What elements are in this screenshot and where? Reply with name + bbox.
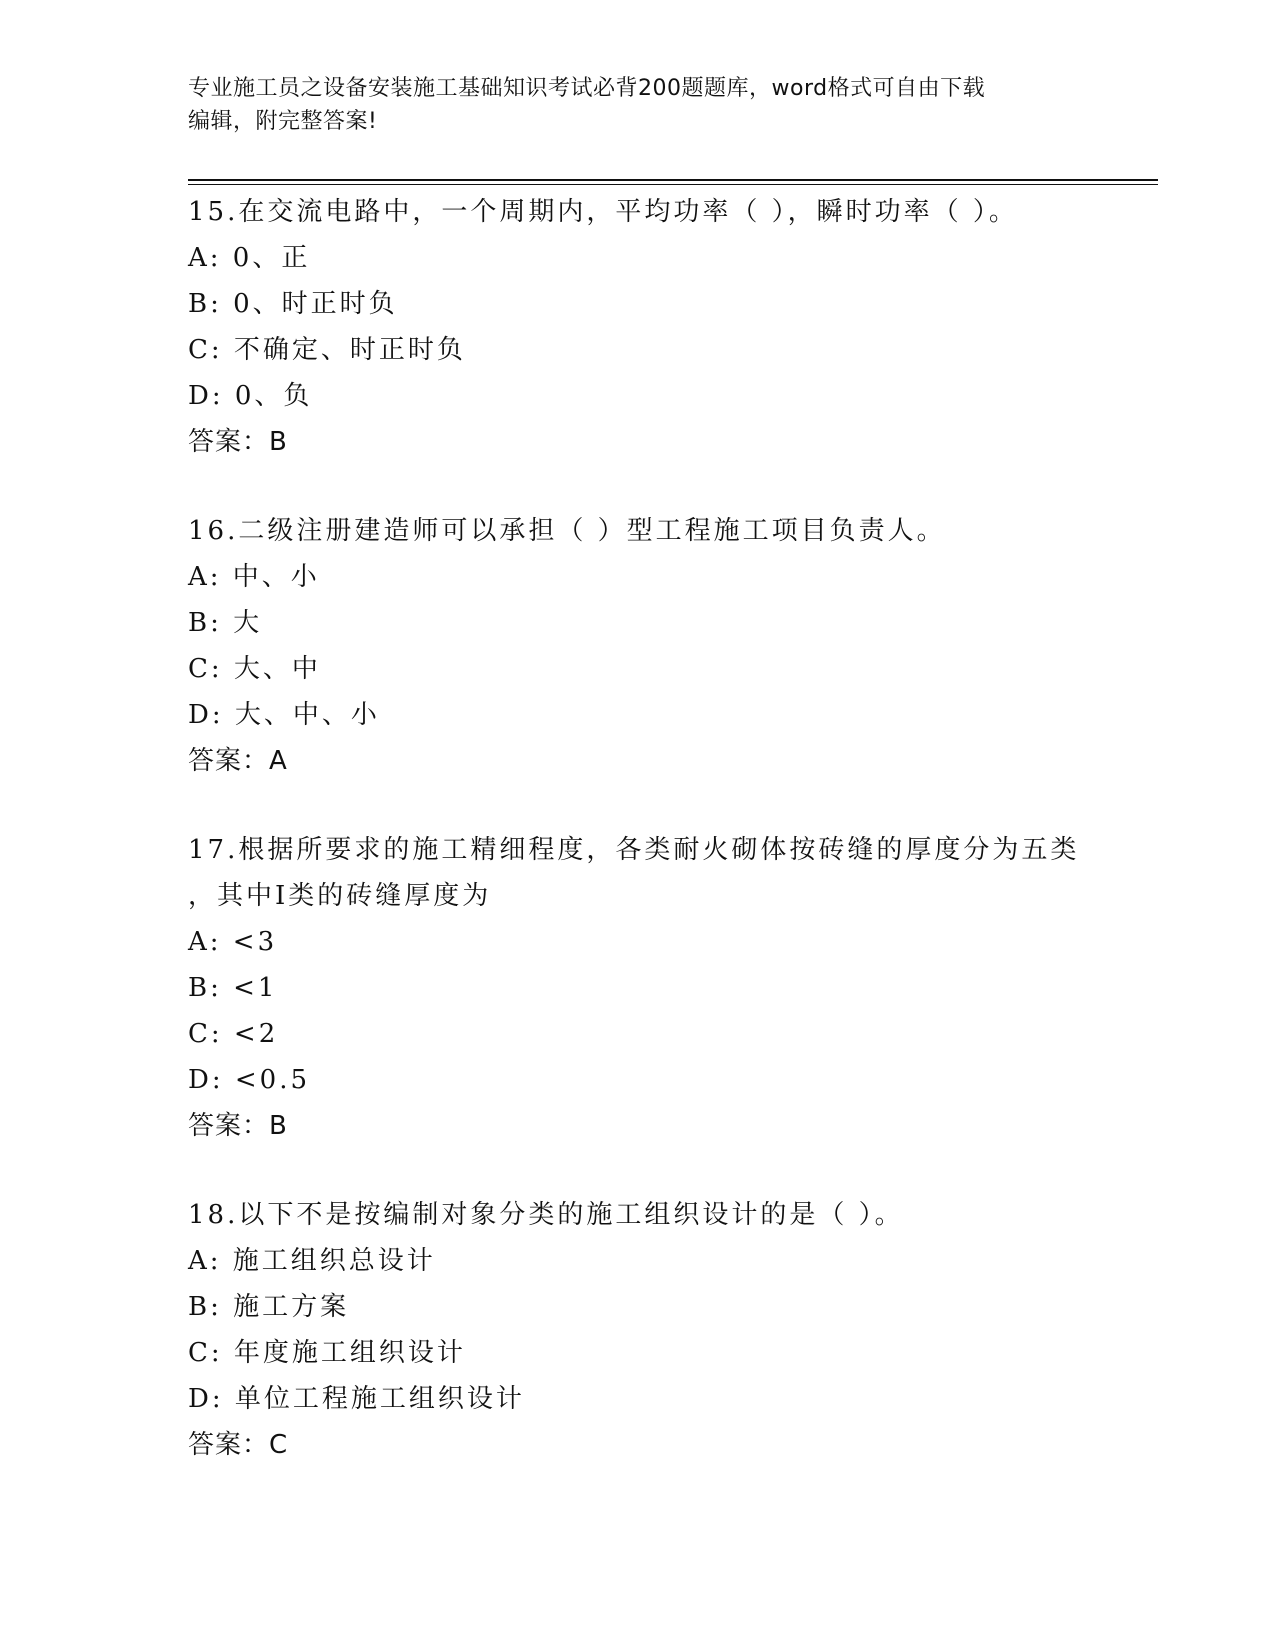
option-c: C: <2 <box>188 1019 279 1049</box>
option-d: D: <0.5 <box>188 1065 311 1095</box>
question-stem: 17.根据所要求的施工精细程度，各类耐火砌体按砖缝的厚度分为五类 <box>188 835 1080 865</box>
question-18 <box>188 1192 1098 1468</box>
answer-label: 答案：B <box>188 427 288 457</box>
option-a: A: 中、小 <box>188 562 320 592</box>
header-line-2: 编辑，附完整答案! <box>188 109 378 134</box>
header-line-1: 专业施工员之设备安装施工基础知识考试必背200题题库，word格式可自由下载 <box>188 76 986 101</box>
answer-label: 答案：A <box>188 746 288 776</box>
question-list <box>188 189 1098 1511</box>
option-b: B: <1 <box>188 973 278 1003</box>
option-c: C: 年度施工组织设计 <box>188 1338 466 1368</box>
answer-label: 答案：C <box>188 1430 289 1460</box>
question-stem: 15.在交流电路中，一个周期内，平均功率（ ），瞬时功率（ ）。 <box>188 197 1018 227</box>
option-a: A: <3 <box>188 927 278 957</box>
option-d: D: 单位工程施工组织设计 <box>188 1384 525 1414</box>
question-17 <box>188 827 1098 1149</box>
option-d: D: 大、中、小 <box>188 700 380 730</box>
option-b: B: 0、时正时负 <box>188 289 398 319</box>
header-divider-thick <box>188 179 1158 181</box>
question-15 <box>188 189 1098 465</box>
question-16 <box>188 508 1098 784</box>
option-d: D: 0、负 <box>188 381 313 411</box>
option-b: B: 施工方案 <box>188 1292 350 1322</box>
option-b: B: 大 <box>188 608 263 638</box>
header-divider-thin <box>188 184 1158 185</box>
option-c: C: 大、中 <box>188 654 321 684</box>
answer-label: 答案：B <box>188 1111 288 1141</box>
option-c: C: 不确定、时正时负 <box>188 335 466 365</box>
option-a: A: 施工组织总设计 <box>188 1246 436 1276</box>
question-stem: 16.二级注册建造师可以承担（ ）型工程施工项目负责人。 <box>188 516 946 546</box>
question-stem-continued: ，其中Ⅰ类的砖缝厚度为 <box>188 881 492 911</box>
document-header <box>188 72 1088 138</box>
option-a: A: 0、正 <box>188 243 311 273</box>
question-stem: 18.以下不是按编制对象分类的施工组织设计的是（ ）。 <box>188 1200 904 1230</box>
